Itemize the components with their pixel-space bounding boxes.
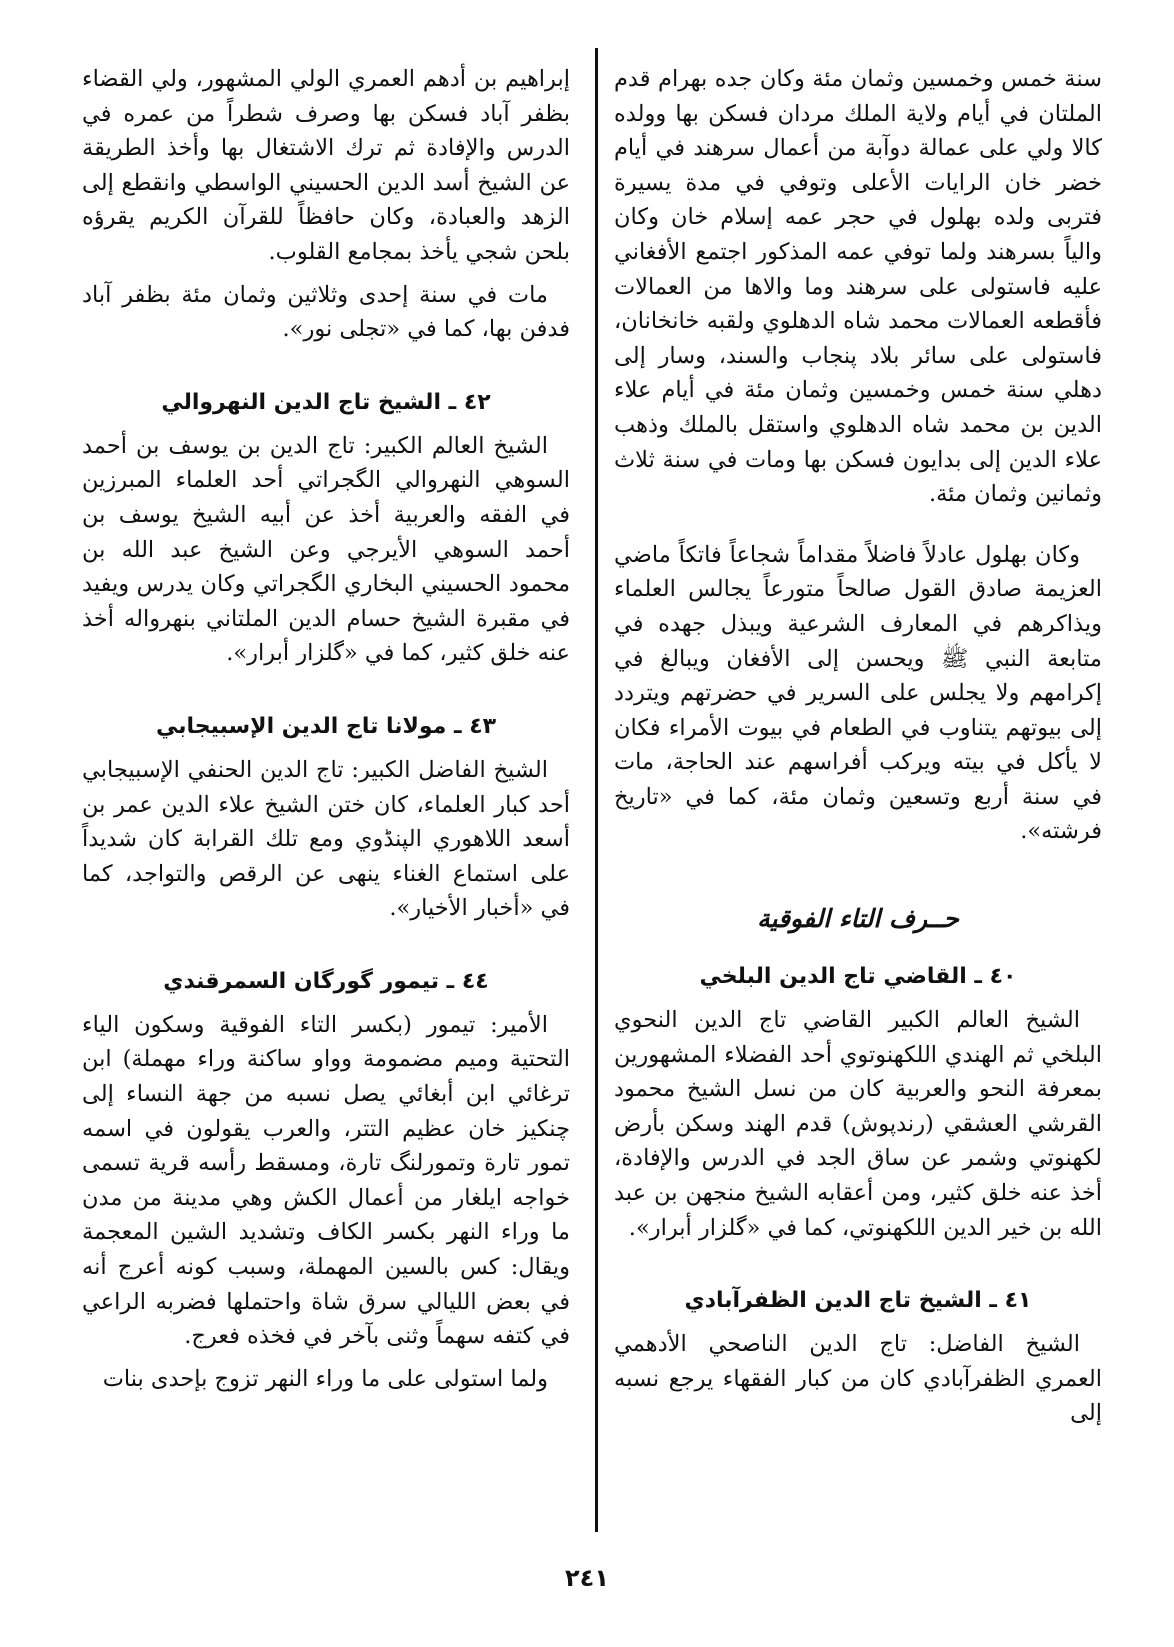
entry-heading-43: ٤٣ ـ مولانا تاج الدين الإسبيجابي [155,713,497,739]
paragraph: إبراهيم بن أدهم العمري الولي المشهور، ولي القضاء بظفر آباد فسكن بها وصرف شطراً من عمره في الدرس والإفادة ثم ترك الاشتغال بها وأخذ الطريقة عن الشيخ أسد الدين الحسيني الواسطي وانقطع إلى الزهد والعبادة، وكان حافظاً للقرآن الكريم يقرؤه بلحن شجي يأخذ بمجامع القلوب. [82,66,570,265]
page-number: ٢٤١ [565,1564,609,1592]
right-column [614,62,1102,1439]
paragraph: الشيخ الفاضل الكبير: تاج الدين الحنفي الإسبيجابي أحد كبار العلماء، كان ختن الشيخ علاء الدين عمر بن أسعد اللاهوري الپنڈوي ومع تلك القرابة كان شديداً على استماع الغناء ينهى عن الرقص والتواجد، كما في «أخبار الأخيار». [82,756,570,922]
paragraph: سنة خمس وخمسين وثمان مئة وكان جده بهرام قدم الملتان في أيام ولاية الملك مردان فسكن بها وولده كالا ولي على عمالة دوآبة من أعمال سرهند في أيام خضر خان الرايات الأعلى وتوفي في مدة يسيرة فتربى ولده بهلول في حجر عمه إسلام خان وكان والياً بسرهند ولما توفي عمه المذكور اجتمع الأفغاني عليه فاستولى على سرهند وما والاها من العمالات فأقطعه العمالات محمد شاه الدهلوي ولقبه خانخانان، فاستولى على سائر بلاد پنجاب والسند، وسار إلى دهلي سنة خمس وخمسين وثمان مئة في أيام علاء الدين بن محمد شاه الدهلوي واستقل بالملك وذهب علاء الدين إلى بدايون فسكن بها ومات في سنة ثلاث وثمانين وثمان مئة. [614,66,1102,508]
left-column [82,62,570,1404]
paragraph: مات في سنة إحدى وثلاثين وثمان مئة بظفر آباد فدفن بها، كما في «تجلى نور». [82,281,570,343]
paragraph: الشيخ العالم الكبير: تاج الدين بن يوسف بن أحمد السوهي النهروالي الگجراتي أحد العلماء المبرزين في الفقه والعربية أخذ عن أبيه الشيخ يوسف بن أحمد السوهي الأيرجي وعن الشيخ عبد الله بن محمود الحسيني البخاري الگجراتي وكان يدرس ويفيد في مقبرة الشيخ حسام الدين الملتاني بنهرواله أخذ عنه خلق كثير، كما في «گلزار أبرار». [82,432,570,667]
paragraph: الأمير: تيمور (بكسر التاء الفوقية وسكون الياء التحتية وميم مضمومة وواو ساكنة وراء مهملة) ابن ترغائي ابن أبغائي يصل نسبه من جهة النساء إلى چنكيز خان عظيم التتر، والعرب يقولون في اسمه تمور تارة وتمورلنگ تارة، ومسقط رأسه قرية تسمى خواجه ايلغار من أعمال الكش وهي مدينة من مدن ما وراء النهر بكسر الكاف وتشديد الشين المعجمة ويقال: كس بالسين المهملة، وسبب كونه أعرج أنه في بعض الليالي سرق شاة واحتملها فضربه الراعي في كتفه سهماً وثنى بآخر في فخذه فعرج. [82,1011,570,1350]
paragraph: وكان بهلول عادلاً فاضلاً مقداماً شجاعاً فاتكاً ماضي العزيمة صادق القول صالحاً متورعاً يجالس العلماء ويذاكرهم في المعارف الشرعية ويبذل جهده في متابعة النبي ﷺ ويحسن إلى الأفغان ويبالغ في إكرامهم ولا يجلس على السرير في حضرتهم ويتردد إلى بيوتهم يتناوب في الطعام في بيوت الأمراء فكان لا يأكل في بيته ويركب أفراسهم عند الحاجة، مات في سنة أربع وتسعين وثمان مئة، كما في «تاريخ فرشته». [614,541,1102,845]
section-heading: حــرف التاء الفوقية [757,904,959,934]
entry-heading-40: ٤٠ ـ القاضي تاج الدين البلخي [699,964,1017,990]
paragraph: الشيخ الفاضل: تاج الدين الناصحي الأدهمي العمري الظفرآبادي كان من كبار الفقهاء يرجع نسبه إلى [614,1331,1102,1427]
entry-heading-42: ٤٢ ـ الشيخ تاج الدين النهروالي [161,389,491,415]
paragraph: ولما استولى على ما وراء النهر تزوج بإحدى بنات [102,1365,548,1392]
paragraph: الشيخ العالم الكبير القاضي تاج الدين النحوي البلخي ثم الهندي اللكهنوتوي أحد الفضلاء المشهورين بمعرفة النحو والعربية كان من نسل الشيخ محمود القرشي العشقي (رندپوش) قدم الهند وسكن بأرض لكهنوتي وشمر عن ساق الجد في الدرس والإفادة، أخذ عنه خلق كثير، ومن أعقابه الشيخ منجهن بن عبد الله بن خير الدين اللكهنوتي، كما في «گلزار أبرار». [614,1007,1102,1241]
column-divider [595,48,598,1532]
entry-heading-41: ٤١ ـ الشيخ تاج الدين الظفرآبادي [684,1288,1032,1314]
entry-heading-44: ٤٤ ـ تيمور گورگان السمرقندي [163,968,489,994]
